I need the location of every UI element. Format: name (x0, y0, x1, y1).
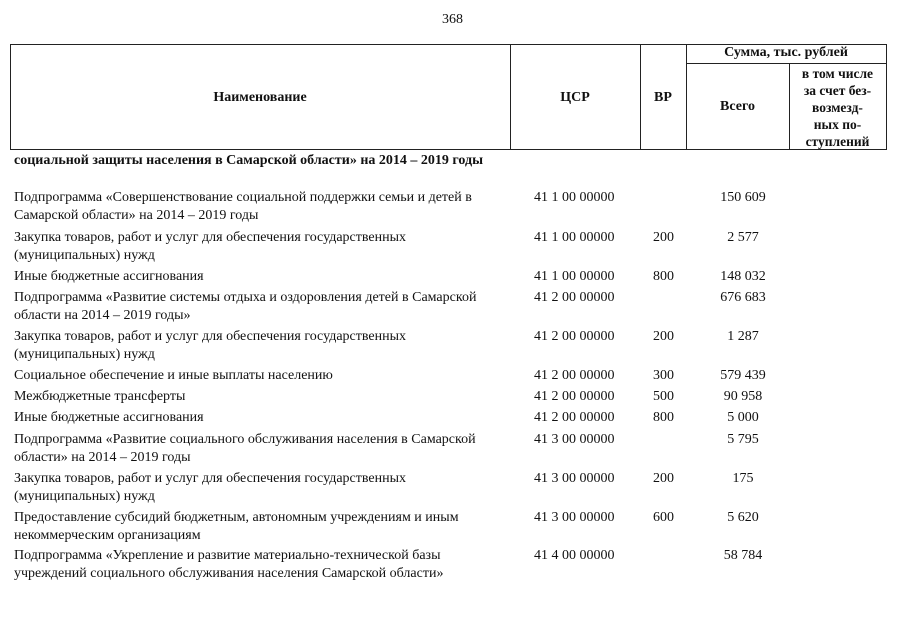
header-total: Всего (720, 99, 755, 114)
row-csr: 41 2 00 00000 (534, 410, 615, 425)
row-csr: 41 3 00 00000 (534, 510, 615, 525)
row-name: Закупка товаров, работ и услуг для обеспечения государственных (муниципальных) нужд (14, 230, 407, 263)
row-vr: 800 (653, 410, 674, 425)
row-total: 5 000 (727, 410, 759, 425)
continuation-text: социальной защиты населения в Самарской области» на 2014 – 2019 годы (14, 153, 484, 168)
row-name: Иные бюджетные ассигнования (14, 410, 204, 425)
row-vr: 200 (653, 471, 674, 486)
row-csr: 41 3 00 00000 (534, 471, 615, 486)
row-vr: 300 (653, 368, 674, 383)
header-bottom-border (10, 149, 886, 150)
row-total: 90 958 (723, 389, 763, 404)
row-name: Межбюджетные трансферты (14, 389, 186, 404)
header-incl-line: за счет без- (803, 83, 872, 98)
page-number: 368 (442, 12, 463, 27)
row-total: 58 784 (723, 548, 763, 563)
header-vr: ВР (654, 90, 672, 105)
row-name: Подпрограмма «Развитие социального обслуживания населения в Самарской области» на 2014 – 2019 годы (14, 432, 476, 465)
row-total: 2 577 (727, 230, 759, 245)
row-total: 1 287 (727, 329, 759, 344)
header-incl-free-receipts (789, 65, 886, 150)
row-csr: 41 1 00 00000 (534, 190, 615, 205)
header-incl-line: возмезд- (812, 100, 863, 115)
row-vr: 800 (653, 269, 674, 284)
row-name: Подпрограмма «Совершенствование социальной поддержки семьи и детей в Самарской области» на 2014 – 2019 годы (14, 190, 472, 223)
row-total: 676 683 (720, 290, 766, 305)
row-csr: 41 4 00 00000 (534, 548, 615, 563)
row-name: Закупка товаров, работ и услуг для обеспечения государственных (муниципальных) нужд (14, 471, 407, 504)
row-total: 5 795 (727, 432, 759, 447)
row-csr: 41 1 00 00000 (534, 230, 615, 245)
row-name: Подпрограмма «Развитие системы отдыха и оздоровления детей в Самарской области на 2014 – 2019 годы» (14, 290, 477, 323)
header-name: Наименование (213, 90, 307, 105)
row-vr: 200 (653, 230, 674, 245)
sum-group-divider (686, 63, 886, 64)
row-csr: 41 2 00 00000 (534, 389, 615, 404)
row-total: 148 032 (720, 269, 766, 284)
row-csr: 41 2 00 00000 (534, 368, 615, 383)
header-right-border (886, 44, 887, 150)
header-incl-line: ных по- (813, 117, 862, 132)
row-csr: 41 3 00 00000 (534, 432, 615, 447)
header-sum-group: Сумма, тыс. рублей (724, 45, 848, 60)
row-csr: 41 2 00 00000 (534, 290, 615, 305)
row-csr: 41 1 00 00000 (534, 269, 615, 284)
table-header (10, 44, 886, 150)
row-csr: 41 2 00 00000 (534, 329, 615, 344)
row-total: 175 (732, 471, 754, 486)
header-incl-line: ступлений (805, 134, 870, 149)
header-csr: ЦСР (560, 90, 590, 105)
row-vr: 200 (653, 329, 674, 344)
row-name: Подпрограмма «Укрепление и развитие материально-технической базы учреждений социального обслуживания населения Самарской области» (14, 548, 444, 581)
row-total: 150 609 (720, 190, 766, 205)
row-name: Социальное обеспечение и иные выплаты населению (14, 368, 333, 383)
row-total: 5 620 (727, 510, 759, 525)
row-name: Предоставление субсидий бюджетным, автономным учреждениям и иным некоммерческим организациям (14, 510, 459, 543)
row-vr: 500 (653, 389, 674, 404)
row-name: Иные бюджетные ассигнования (14, 269, 204, 284)
row-total: 579 439 (720, 368, 766, 383)
header-incl-line: в том числе (801, 66, 874, 81)
row-name: Закупка товаров, работ и услуг для обеспечения государственных (муниципальных) нужд (14, 329, 407, 362)
row-vr: 600 (653, 510, 674, 525)
